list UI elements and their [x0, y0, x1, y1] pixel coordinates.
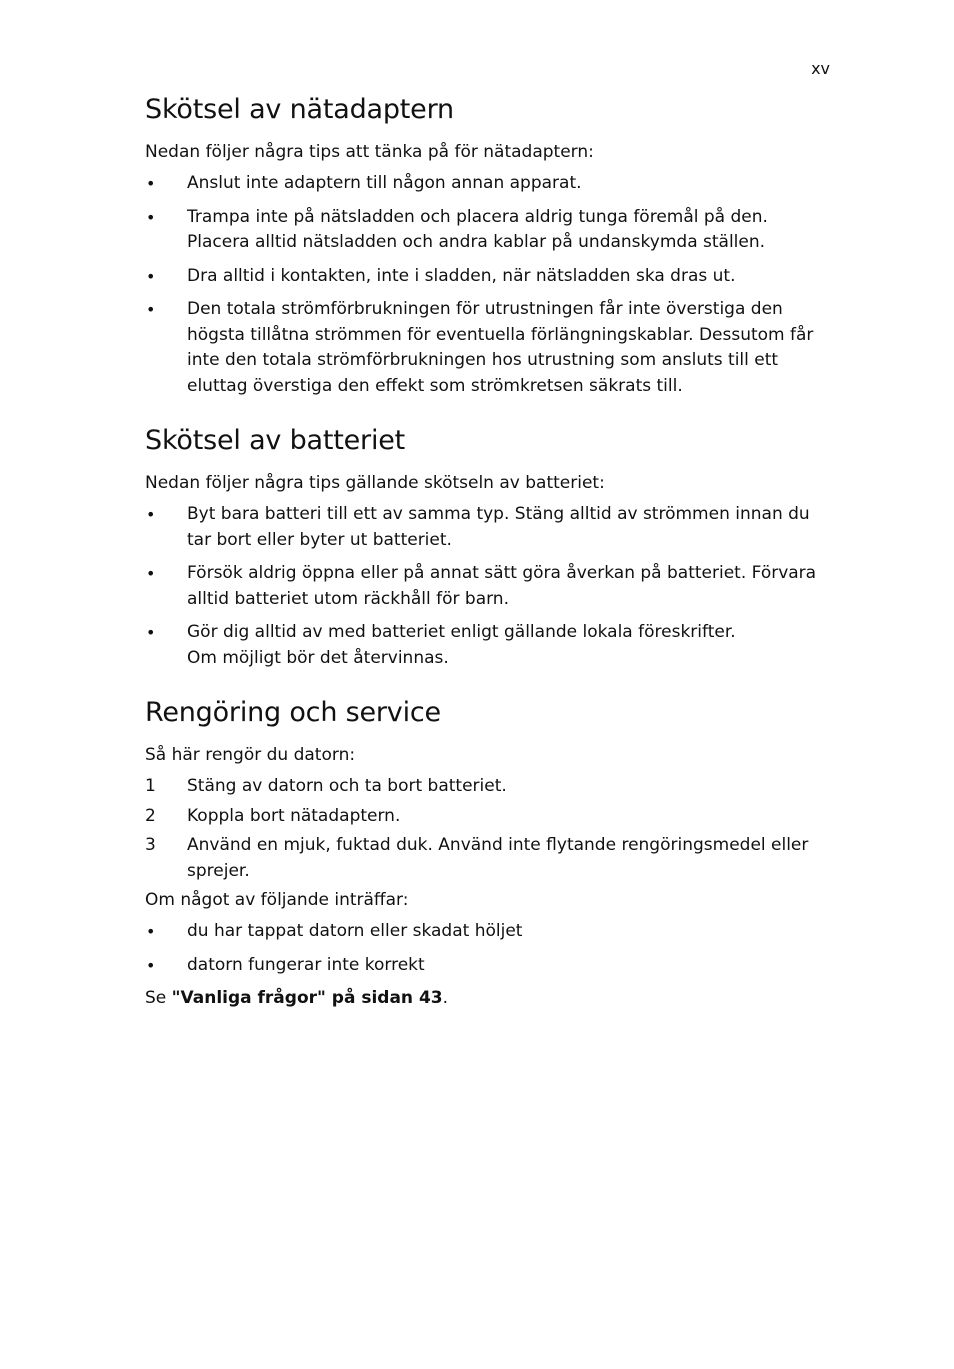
bullet-list	[145, 171, 835, 399]
section-intro: Så här rengör du datorn:	[145, 745, 356, 765]
list-item-text: du har tappat datorn eller skadat höljet	[187, 921, 523, 941]
list-item-text: Den totala strömförbrukningen för utrustningen får inte överstiga den högsta tillåtna strömmen för eventuella förlängningskablar. Dessutom får inte den totala strömförbrukningen hos utrustning som ansluts till ett eluttag överstiga den effekt som strömkretsen säkrats till.	[187, 299, 814, 396]
section-heading: Rengöring och service	[145, 697, 441, 728]
list-item-text: Byt bara batteri till ett av samma typ. Stäng alltid av strömmen innan du tar bort eller byter ut batteriet.	[187, 504, 810, 550]
list-item-text: Trampa inte på nätsladden och placera aldrig tunga föremål på den. Placera alltid nätsladden och andra kablar på undanskymda ställen.	[187, 206, 768, 252]
list-item-text: Dra alltid i kontakten, inte i sladden, när nätsladden ska dras ut.	[187, 265, 736, 286]
page-number: xv	[811, 59, 830, 78]
list-item	[145, 919, 835, 945]
section-heading: Skötsel av batteriet	[145, 425, 406, 456]
bullet-icon: •	[146, 266, 156, 286]
section-heading: Skötsel av nätadaptern	[145, 94, 454, 125]
bullet-icon: •	[146, 300, 156, 319]
bullet-icon: •	[146, 207, 156, 227]
step-number: 2	[145, 805, 156, 826]
list-item	[145, 953, 835, 979]
bullet-icon: •	[146, 174, 156, 193]
section-adapter-care	[145, 92, 835, 399]
list-item	[145, 205, 835, 256]
bullet-icon: •	[146, 623, 156, 642]
section-intro-secondary: Om något av följande inträffar:	[145, 890, 409, 910]
section-intro: Nedan följer några tips att tänka på för nätadaptern:	[145, 142, 594, 162]
list-item-text: Koppla bort nätadaptern.	[187, 805, 401, 826]
faq-cross-reference-link[interactable]: "Vanliga frågor" på sidan 43	[171, 988, 443, 1008]
bullet-list	[145, 919, 835, 978]
step-number: 1	[145, 776, 156, 796]
list-item-text: Använd en mjuk, fuktad duk. Använd inte flytande rengöringsmedel eller sprejer.	[187, 835, 809, 881]
bullet-icon: •	[146, 505, 156, 524]
list-item	[145, 502, 835, 553]
see-reference	[145, 986, 835, 1011]
section-intro: Nedan följer några tips gällande skötseln av batteriet:	[145, 473, 605, 493]
list-item	[145, 620, 835, 671]
list-item-text: Försök aldrig öppna eller på annat sätt göra åverkan på batteriet. Förvara alltid batteriet utom räckhåll för barn.	[187, 563, 817, 609]
list-item-text: Anslut inte adaptern till någon annan apparat.	[187, 173, 582, 193]
section-cleaning-service	[145, 695, 835, 1011]
list-item	[145, 561, 835, 612]
bullet-icon: •	[146, 955, 156, 975]
step-number: 3	[145, 835, 156, 855]
list-item-text: Gör dig alltid av med batteriet enligt gällande lokala föreskrifter. Om möjligt bör det återvinnas.	[187, 622, 736, 668]
list-item-text: datorn fungerar inte korrekt	[187, 954, 425, 975]
section-battery-care	[145, 423, 835, 671]
bullet-list	[145, 502, 835, 671]
list-item-text: Stäng av datorn och ta bort batteriet.	[187, 776, 507, 796]
list-item	[145, 264, 835, 290]
list-item	[145, 833, 835, 884]
page-content	[145, 92, 835, 1035]
bullet-icon: •	[146, 922, 156, 941]
list-item	[145, 171, 835, 197]
see-suffix: .	[442, 988, 449, 1008]
bullet-icon: •	[146, 564, 156, 583]
numbered-list	[145, 774, 835, 884]
list-item	[145, 804, 835, 830]
see-prefix: Se	[145, 988, 172, 1008]
list-item	[145, 297, 835, 399]
list-item	[145, 774, 835, 800]
